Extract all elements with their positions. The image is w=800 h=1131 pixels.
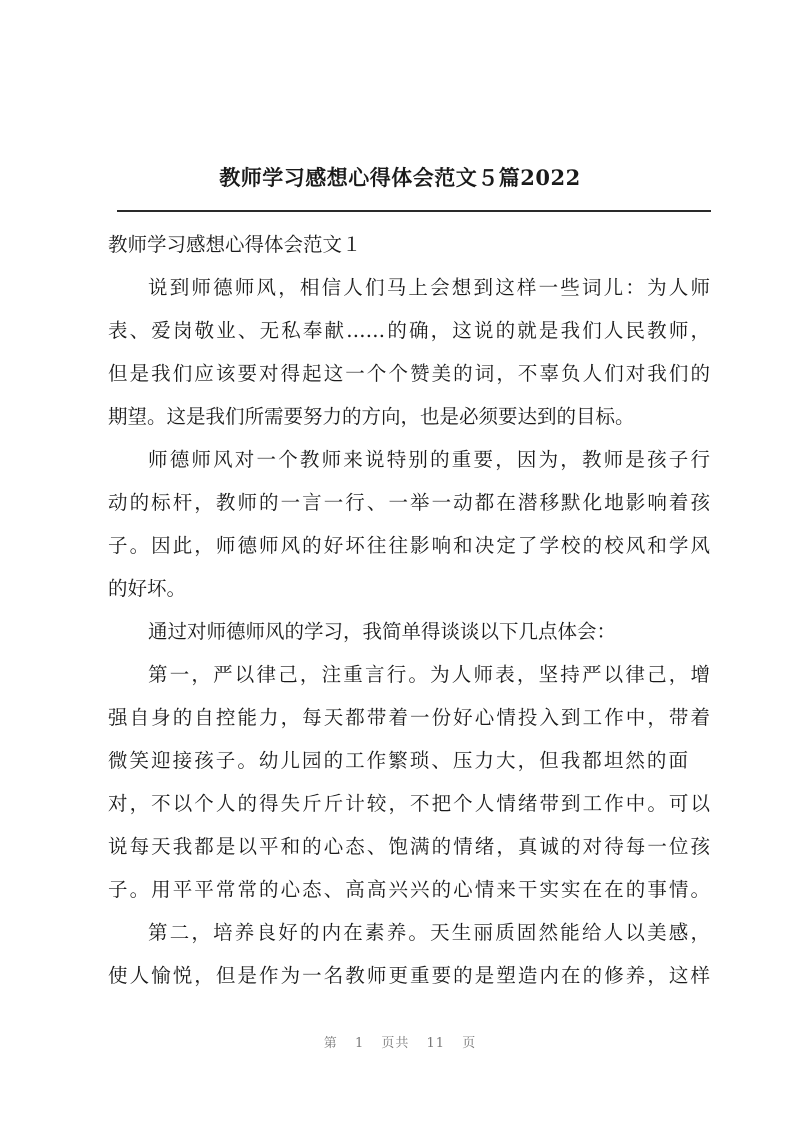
footer-page-separator: 页共: [381, 1036, 410, 1051]
paragraph-line: 对，不以个人的得失斤斤计较，不把个人情绪带到工作中。可以: [108, 792, 710, 815]
paragraph-line: 说每天我都是以平和的心态、饱满的情绪，真诚的对待每一位孩: [108, 835, 710, 858]
paragraph-line: 但是我们应该要对得起这一个个赞美的词，不辜负人们对我们的: [108, 362, 710, 385]
footer-page-word: 第: [323, 1036, 338, 1051]
page-footer: [0, 1032, 800, 1051]
paragraph-line: 说到师德师风，相信人们马上会想到这样一些词儿：为人师: [148, 276, 710, 299]
paragraph-line: 微笑迎接孩子。幼儿园的工作繁琐、压力大，但我都坦然的面: [108, 749, 688, 772]
paragraph-line: 表、爱岗敬业、无私奉献……的确，这说的就是我们人民教师，: [108, 319, 710, 342]
footer-total-pages: 11: [426, 1036, 446, 1051]
paragraph-line: 第一，严以律己，注重言行。为人师表，坚持严以律己，增: [148, 663, 710, 686]
footer-page-number: 1: [354, 1036, 365, 1051]
paragraph-line: 的好坏。: [108, 577, 187, 600]
paragraph-line: 第二，培养良好的内在素养。天生丽质固然能给人以美感，: [148, 921, 710, 944]
section-heading: 教师学习感想心得体会范文１: [108, 233, 362, 256]
paragraph-line: 强自身的自控能力，每天都带着一份好心情投入到工作中，带着: [108, 706, 710, 729]
paragraph-line: 通过对师德师风的学习，我简单得谈谈以下几点体会：: [148, 620, 617, 643]
title-divider: [117, 210, 711, 212]
document-title: 教师学习感想心得体会范文５篇2022: [219, 165, 581, 190]
paragraph-line: 子。因此，师德师风的好坏往往影响和决定了学校的校风和学风: [108, 534, 710, 557]
paragraph-line: 使人愉悦，但是作为一名教师更重要的是塑造内在的修养，这样: [108, 964, 710, 987]
paragraph-line: 子。用平平常常的心态、高高兴兴的心情来干实实在在的事情。: [108, 878, 710, 901]
footer-page-end: 页: [462, 1036, 477, 1051]
paragraph-line: 动的标杆，教师的一言一行、一举一动都在潜移默化地影响着孩: [108, 491, 710, 514]
paragraph-line: 期望。这是我们所需要努力的方向，也是必须要达到的目标。: [108, 405, 635, 428]
paragraph-line: 师德师风对一个教师来说特别的重要，因为，教师是孩子行: [148, 448, 710, 471]
